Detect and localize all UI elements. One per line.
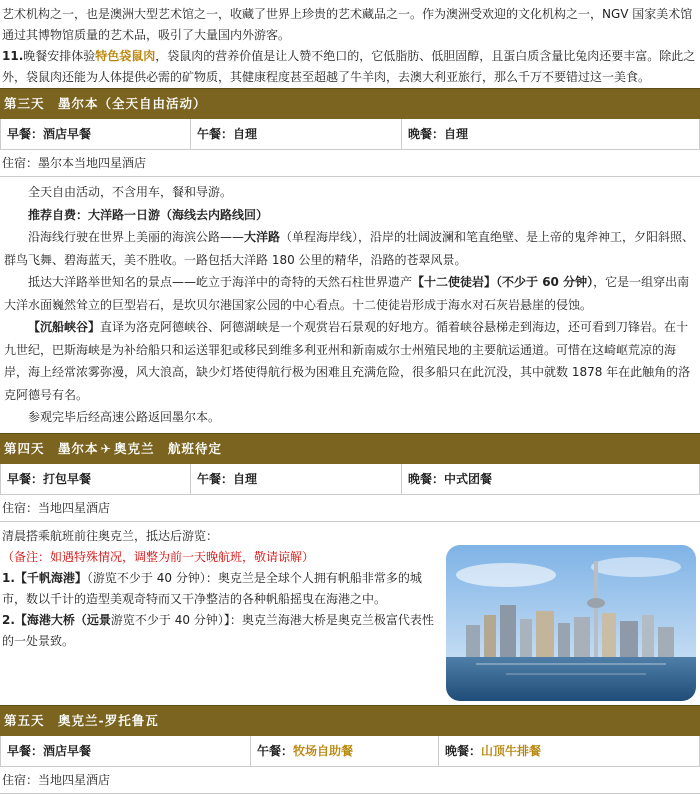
text-bold: 大洋路 (244, 230, 281, 244)
day4-remark: （备注：如遇特殊情况，调整为前一天晚航班，敬请谅解） (2, 549, 315, 564)
day5-dinner (439, 736, 700, 766)
intro-text-a: 晚餐安排体验 (23, 49, 96, 63)
day5-meals (0, 736, 700, 767)
day5-lunch (251, 736, 439, 766)
intro-block (0, 0, 700, 88)
dinner-value: 山顶牛排餐 (481, 744, 542, 758)
day4-body (0, 522, 442, 656)
day5-breakfast: 早餐：酒店早餐 (1, 736, 251, 766)
kangaroo-highlight: 特色袋鼠肉 (95, 49, 156, 63)
item-number: 11. (2, 49, 24, 63)
day3-free-note: 全天自由活动，不含用车，餐和导游。 (28, 185, 233, 199)
day5-header: 第五天 奥克兰-罗托鲁瓦 (0, 705, 700, 736)
day3-header: 第三天 墨尔本（全天自由活动） (0, 88, 700, 119)
day3-hotel: 住宿：墨尔本当地四星酒店 (0, 150, 700, 177)
day4-flight-note: 清晨搭乘航班前往奥克兰，抵达后游览： (2, 528, 219, 543)
day3-meals (0, 119, 700, 150)
intro-line-ngv: 艺术机构之一，也是澳洲大型艺术馆之一，收藏了世界上珍贵的艺术藏品之一。作为澳洲受欢迎的文化机构之一，NGV 国家美术馆通过其博物馆质量的艺术品，吸引了大量国内外游客。 (2, 7, 693, 42)
day4-breakfast: 早餐：打包早餐 (1, 464, 191, 494)
text: 沿海线行驶在世界上美丽的海滨公路—— (28, 230, 245, 244)
text: 游览不少于 40 分钟）】 (110, 612, 230, 627)
airplane-icon: ✈ (100, 440, 112, 456)
day3-lunch: 午餐：自理 (191, 119, 402, 149)
day4-title-a: 第四天 墨尔本 (4, 440, 99, 456)
text: 直译为洛克阿德峡谷、阿德湖峡是一个观赏岩石景观的好地方。循着峡谷悬梯走到海边，还可看到刀锋岩。在十九世纪，巴斯海峡是为补给船只和运送罪犯或移民到维多利亚州和新南威尔士州殖民地的主要航运通道。可惜在这崎岖荒凉的海岸，海上经常浓雾弥漫，风大浪高，缺少灯塔使得航行极为困难且充满危险，很多船只在此沉没，其中就数 1878 年在此触角的洛克阿德号有名。 (4, 320, 691, 402)
label: 晚餐： (445, 744, 482, 758)
day3-body (0, 177, 700, 433)
day3-loch-ard-gorge (4, 316, 696, 406)
day4-dinner: 晚餐：中式团餐 (402, 464, 700, 494)
auckland-skyline-photo (446, 545, 696, 701)
text-bold: 2.【海港大桥（远景 (2, 612, 111, 627)
text-bold: 【十二使徒岩】（不少于 60 分钟） (412, 275, 594, 289)
day5-section (0, 705, 700, 794)
intro-text-b: ，袋鼠肉的营养价值是让人赞不绝口的，它低脂肪、低胆固醇，且蛋白质含量比兔肉还要丰富。除此之外，袋鼠肉还能为人体提供必需的矿物质，其健康程度甚至超越了牛羊肉，去澳大利亚旅行，那么千万不要错过这一美食。 (2, 49, 696, 84)
text: （游览不少于 40 分钟）：奥克兰是全球个人拥有帆船非常多的城市，数以千计的造型美观奇特而又干净整洁的各种帆船摇曳在海港之中。 (2, 570, 422, 606)
day4-harbour (2, 568, 438, 610)
day3-dinner: 晚餐：自理 (402, 119, 700, 149)
text-bold: 【沉船峡谷】 (28, 320, 101, 334)
day3-optional-tour: 推荐自费：大洋路一日游（海线去内路线回） (28, 207, 269, 222)
text: （单程海岸线），沿岸的壮阔波澜和笔直绝壁、是上帝的鬼斧神工，夕阳斜照、群鸟飞舞、碧海蓝天，美不胜收。一路包括大洋路 180 公里的精华，沿路的苍翠风景。 (4, 230, 695, 267)
day3-twelve-apostles (4, 271, 696, 316)
day4-title-b: 奥克兰 航班待定 (114, 440, 223, 456)
day3-return: 参观完毕后经高速公路返回墨尔本。 (28, 410, 221, 424)
day4-lunch: 午餐：自理 (191, 464, 402, 494)
day4-meals (0, 464, 700, 495)
text: ：奥克兰海港大桥是奥克兰极富代表性的一处景致。 (2, 612, 434, 648)
lunch-value: 牧场自助餐 (293, 744, 354, 758)
text: ，它是一组穿出南大洋水面巍然耸立的巨型岩石，是坎贝尔港国家公园的中心看点。十二使徒岩形成于海水对石灰岩悬崖的侵蚀。 (4, 275, 690, 312)
day4-hotel: 住宿：当地四星酒店 (0, 495, 700, 522)
intro-line-dinner (2, 46, 698, 88)
text-bold: 1.【千帆海港】 (2, 570, 87, 585)
day5-hotel: 住宿：当地四星酒店 (0, 767, 700, 794)
label: 午餐： (257, 744, 294, 758)
day3-great-ocean-road (4, 226, 696, 271)
text: 抵达大洋路举世知名的景点——屹立于海洋中的奇特的天然石柱世界遗产 (28, 275, 413, 289)
day4-header (0, 433, 700, 464)
day3-breakfast: 早餐：酒店早餐 (1, 119, 191, 149)
day4-bridge (2, 610, 438, 652)
